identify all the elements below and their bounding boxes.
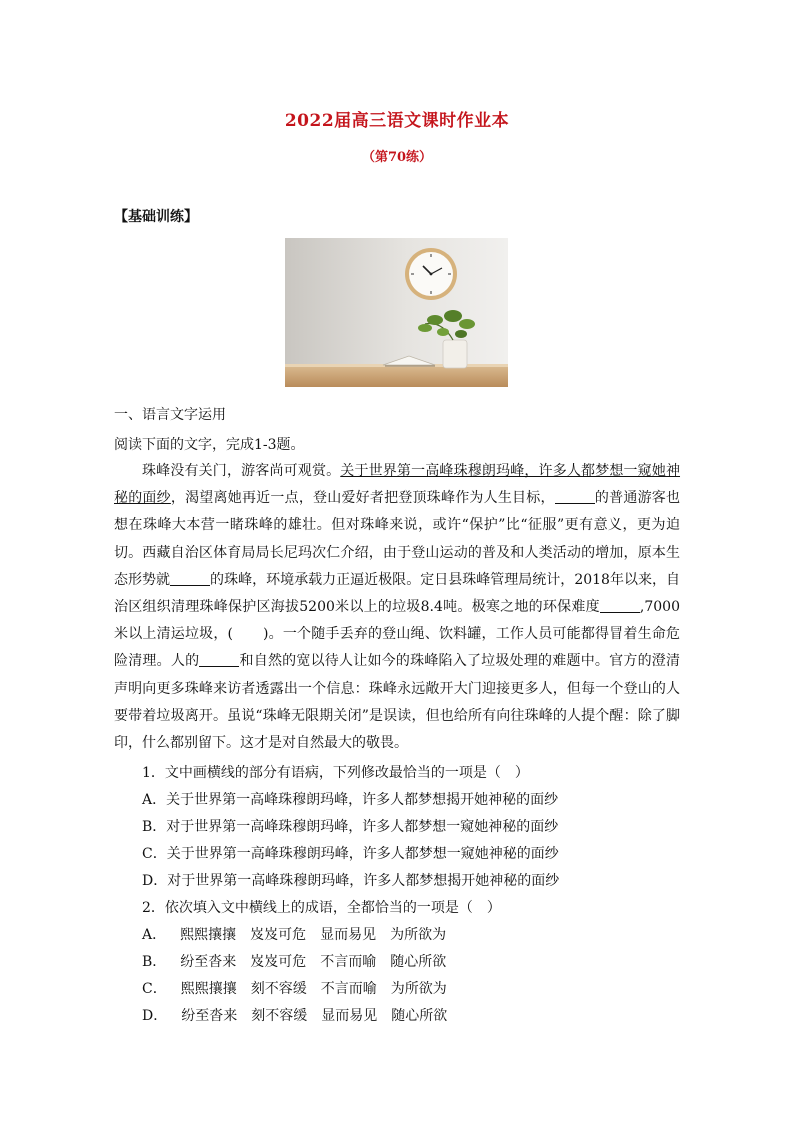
option-word: 不言而喻 xyxy=(320,954,377,970)
question-2-option-a xyxy=(142,924,446,944)
option-word: 刻不容缓 xyxy=(250,981,307,997)
passage-text: 和自然的宽以待人让如今的珠峰陷入了垃圾处理的难题中。官方的澄清声明向更多珠峰来访者透露出一个信息：珠峰永远敞开大门迎接更多人，但每一个登山的人要带着垃圾离开。虽说“珠峰无限期关闭”是误读，但也给所有向往珠峰的人提个醒：除了脚印，什么都别留下。这才是对自然最大的敬畏。 xyxy=(114,653,680,752)
question-1-option-c: C．关于世界第一高峰珠穆朗玛峰，许多人都梦想一窥她神秘的面纱 xyxy=(142,846,559,862)
passage-text: 珠峰没有关门，游客尚可观赏。 xyxy=(142,463,341,479)
option-word: 为所欲为 xyxy=(390,981,447,997)
question-1-stem: 1．文中画横线的部分有语病，下列修改最恰当的一项是（ ） xyxy=(142,765,529,781)
option-word: 熙熙攘攘 xyxy=(180,927,237,943)
option-word: 显而易见 xyxy=(320,927,377,943)
option-letter: D． xyxy=(142,1008,168,1024)
option-letter: B． xyxy=(142,954,167,970)
exercise-number: （第70练） xyxy=(361,150,433,165)
option-word: 随心所欲 xyxy=(390,954,447,970)
passage-text: 的普通游客也想在珠峰大本营一睹珠峰的雄壮。但对珠峰来说，或许“保护”比“征服”更有意义，更为迫切。西藏自治区体育局局长尼玛次仁介绍，由于登山运动的普及和人类活动的增加，原本生态形势就 xyxy=(114,490,681,588)
option-word: 为所欲为 xyxy=(390,927,447,943)
question-2-option-b xyxy=(142,951,446,971)
passage-text: ,7000米以上清运垃圾，( xyxy=(114,599,680,643)
option-word: 熙熙攘攘 xyxy=(180,981,237,997)
option-word: 显而易见 xyxy=(321,1008,378,1024)
option-word: 纷至沓来 xyxy=(181,1008,238,1024)
reading-passage xyxy=(114,458,680,757)
fill-blank xyxy=(199,652,239,667)
document-title: 2022届高三语文课时作业本 xyxy=(284,111,510,131)
section-tag: 【基础训练】 xyxy=(114,209,198,225)
option-word: 纷至沓来 xyxy=(180,954,237,970)
question-2-option-d xyxy=(142,1005,447,1025)
question-2-option-c xyxy=(142,978,447,998)
option-letter: A． xyxy=(142,927,167,943)
option-word: 岌岌可危 xyxy=(250,954,307,970)
passage-text: 的珠峰，环境承载力正逼近极限。定日县珠峰管理局统计，2018年以来，自治区组织清理珠峰保护区海拔5200米以上的垃圾8.4吨。极寒之地的环保难度 xyxy=(114,571,680,616)
passage-text: ，渴望离她再近一点，登山爱好者把登顶珠峰作为人生目标， xyxy=(170,490,555,507)
reading-instruction: 阅读下面的文字，完成1-3题。 xyxy=(114,437,305,453)
question-1-option-d: D．对于世界第一高峰珠穆朗玛峰，许多人都梦想揭开她神秘的面纱 xyxy=(142,873,560,889)
option-word: 刻不容缓 xyxy=(251,1008,308,1024)
question-1-option-b: B．对于世界第一高峰珠穆朗玛峰，许多人都梦想一窥她神秘的面纱 xyxy=(142,819,559,835)
option-word: 随心所欲 xyxy=(391,1008,448,1024)
option-letter: C． xyxy=(142,981,167,997)
option-word: 不言而喻 xyxy=(320,981,377,997)
fill-blank xyxy=(600,598,640,613)
fill-blank xyxy=(170,571,210,586)
fill-blank xyxy=(555,489,595,504)
clock-plant-photo xyxy=(285,238,508,387)
option-word: 岌岌可危 xyxy=(250,927,307,943)
section-heading: 一、语言文字运用 xyxy=(114,407,226,423)
question-1-option-a: A．关于世界第一高峰珠穆朗玛峰，许多人都梦想揭开她神秘的面纱 xyxy=(142,792,559,808)
underlined-sentence: 关于世界第一高峰珠穆朗玛峰，许多人都梦想一窥她神秘的面纱 xyxy=(114,463,681,507)
passage-text: )。一个随手丢弃的登山绳、饮料罐，工作人员可能都得冒着生命危险清理。人的 xyxy=(114,626,680,670)
question-2-stem: 2．依次填入文中横线上的成语，全都恰当的一项是（ ） xyxy=(142,900,501,916)
